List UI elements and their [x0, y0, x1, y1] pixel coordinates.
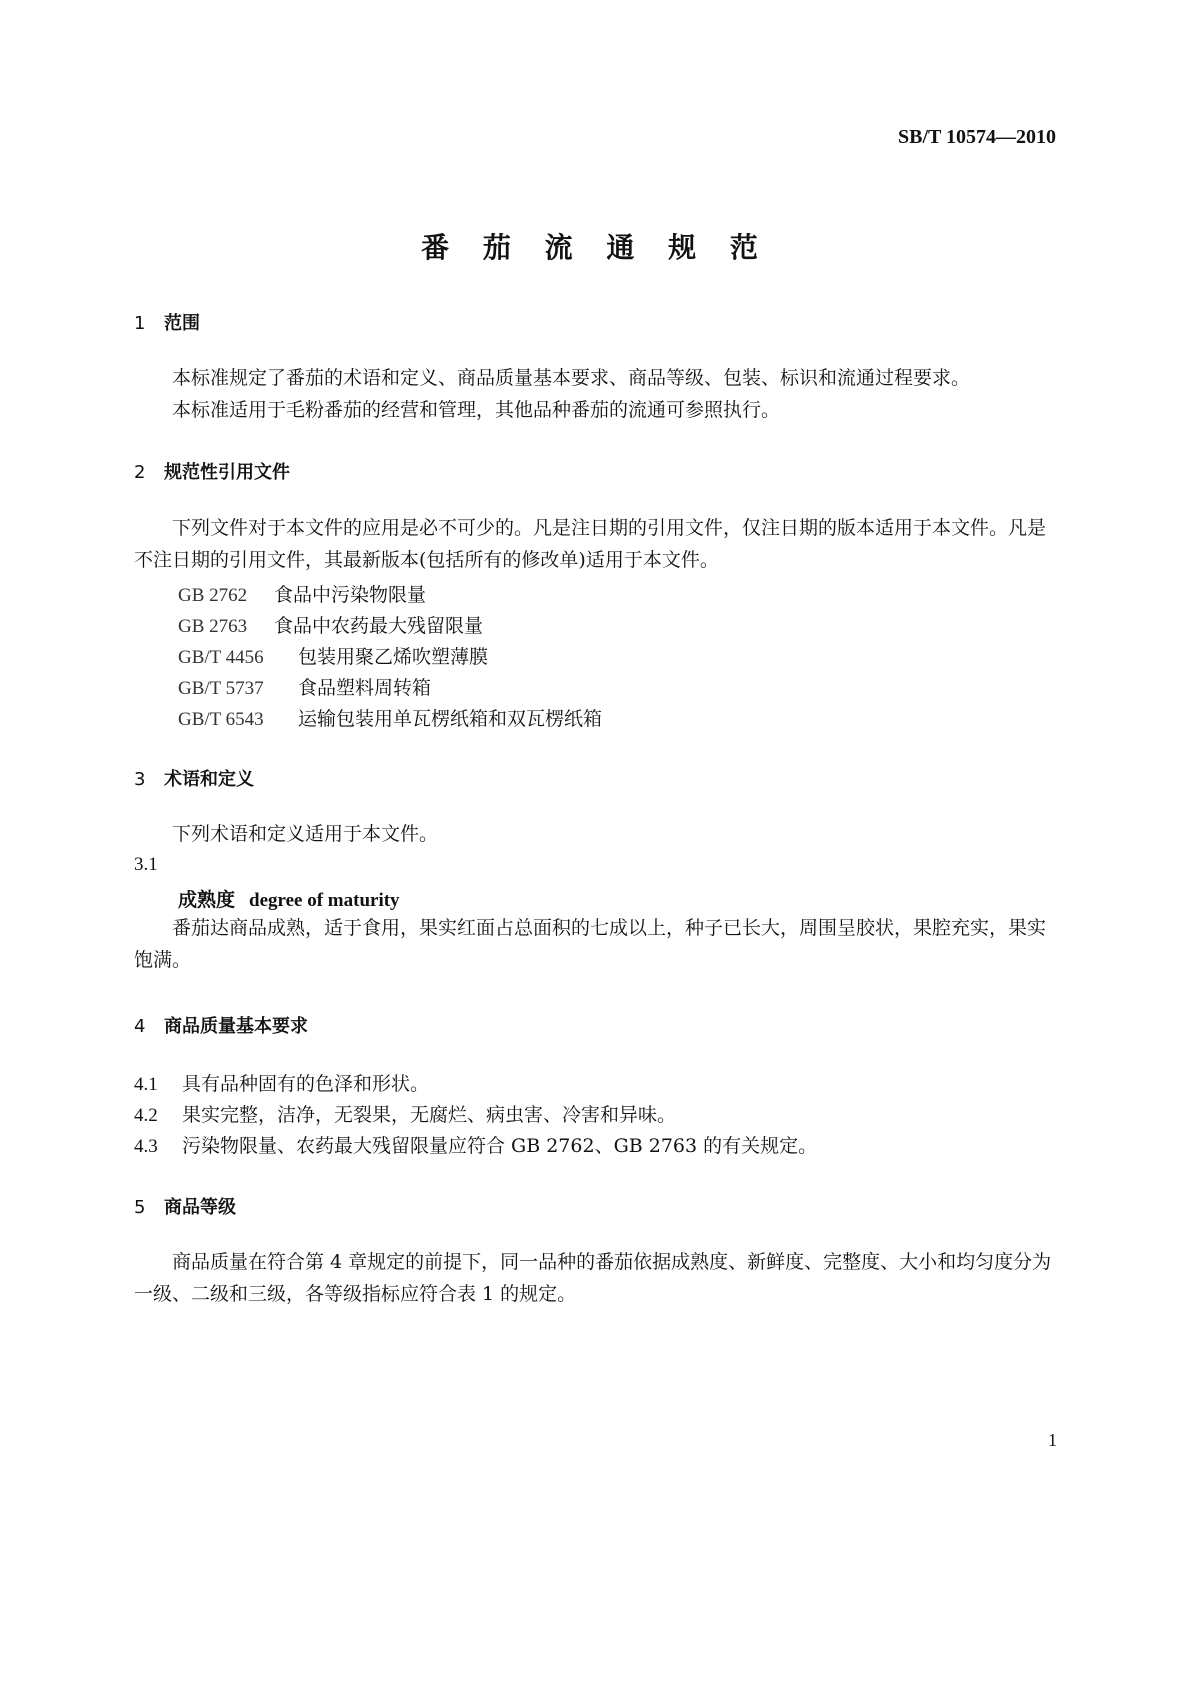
paragraph: 商品质量在符合第 4 章规定的前提下，同一品种的番茄依据成熟度、新鲜度、完整度、大小和均匀度分为一级、二级和三级，各等级指标应符合表 1 的规定。	[134, 1251, 1052, 1305]
requirement-item	[134, 1069, 429, 1096]
section-title: 商品质量基本要求	[164, 1016, 308, 1037]
requirement-text: 果实完整，洁净，无裂果，无腐烂、病虫害、冷害和异味。	[182, 1104, 677, 1126]
paragraph: 本标准规定了番茄的术语和定义、商品质量基本要求、商品等级、包装、标识和流通过程要求。	[172, 367, 971, 389]
page-number: 1	[1048, 1430, 1057, 1450]
section-title: 规范性引用文件	[164, 462, 290, 483]
reference-item	[178, 611, 483, 638]
term-chinese: 成熟度	[178, 889, 236, 911]
paragraph: 下列术语和定义适用于本文件。	[172, 823, 439, 845]
requirement-number: 4.2	[134, 1105, 158, 1126]
section-heading-1	[134, 309, 200, 335]
page-title: 番 茄 流 通 规 范	[421, 231, 770, 264]
reference-item	[178, 580, 426, 607]
section-number: 5	[134, 1197, 146, 1218]
clause-number: 3.1	[134, 854, 158, 875]
reference-code: GB/T 6543	[178, 709, 264, 730]
reference-code: GB 2762	[178, 585, 248, 606]
section-number: 1	[134, 313, 146, 334]
section-heading-2	[134, 458, 290, 484]
reference-title: 包装用聚乙烯吹塑薄膜	[298, 646, 489, 668]
reference-item	[178, 704, 602, 731]
section-heading-4	[134, 1012, 308, 1038]
requirement-number: 4.1	[134, 1074, 158, 1095]
section-number: 2	[134, 462, 146, 483]
reference-item	[178, 642, 488, 669]
section-title: 范围	[164, 313, 200, 334]
requirement-item	[134, 1100, 676, 1127]
term-english: degree of maturity	[249, 890, 400, 911]
requirement-item	[134, 1131, 817, 1158]
reference-title: 食品塑料周转箱	[298, 677, 432, 699]
paragraph: 下列文件对于本文件的应用是必不可少的。凡是注日期的引用文件，仅注日期的版本适用于本文件。凡是不注日期的引用文件，其最新版本(包括所有的修改单)适用于本文件。	[134, 517, 1047, 571]
reference-code: GB 2763	[178, 616, 248, 637]
section-heading-3	[134, 765, 254, 791]
section-title: 商品等级	[164, 1197, 236, 1218]
requirement-number: 4.3	[134, 1136, 158, 1157]
reference-code: GB/T 5737	[178, 678, 264, 699]
standard-number: SB/T 10574—2010	[898, 126, 1056, 148]
reference-title: 食品中污染物限量	[274, 584, 427, 606]
section-heading-5	[134, 1193, 236, 1219]
term-definition: 番茄达商品成熟，适于食用，果实红面占总面积的七成以上，种子已长大，周围呈胶状，果腔充实，果实饱满。	[134, 917, 1047, 971]
reference-code: GB/T 4456	[178, 647, 264, 668]
requirement-text: 污染物限量、农药最大残留限量应符合 GB 2762、GB 2763 的有关规定。	[182, 1135, 818, 1157]
reference-title: 运输包装用单瓦楞纸箱和双瓦楞纸箱	[298, 708, 603, 730]
reference-title: 食品中农药最大残留限量	[274, 615, 484, 637]
paragraph: 本标准适用于毛粉番茄的经营和管理，其他品种番茄的流通可参照执行。	[172, 399, 781, 421]
term-entry	[178, 885, 400, 912]
section-title: 术语和定义	[164, 769, 254, 790]
reference-item	[178, 673, 431, 700]
requirement-text: 具有品种固有的色泽和形状。	[182, 1073, 430, 1095]
section-number: 4	[134, 1016, 146, 1037]
section-number: 3	[134, 769, 146, 790]
